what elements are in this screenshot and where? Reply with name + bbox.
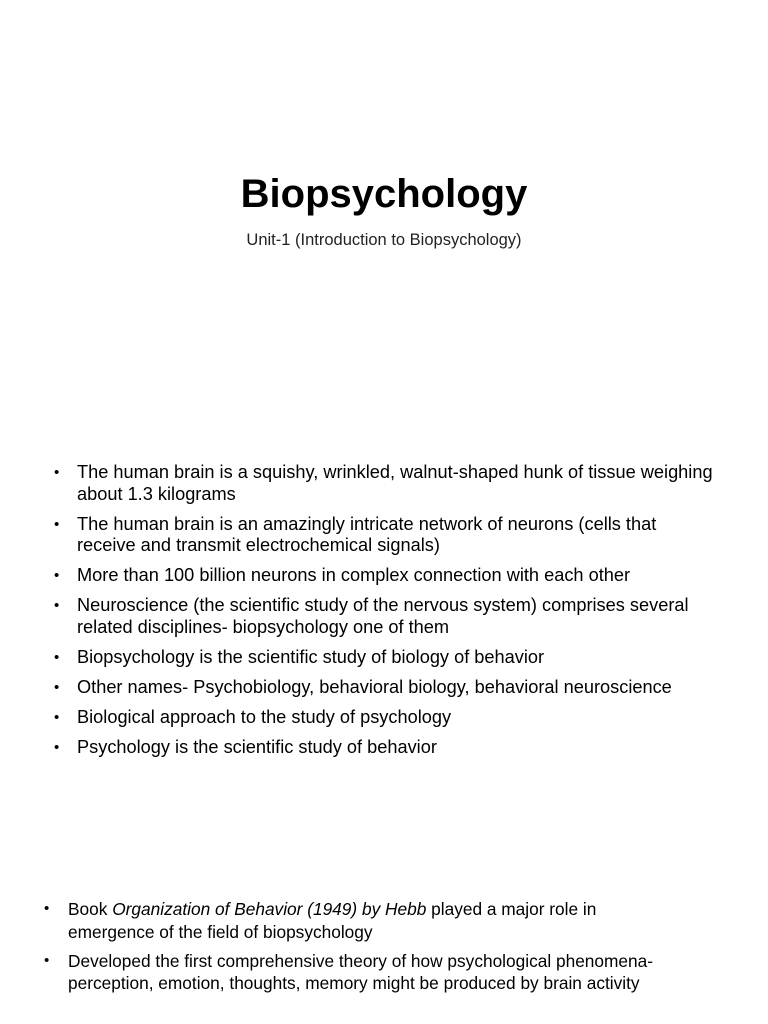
list-item-text: Biological approach to the study of psychology xyxy=(77,706,452,727)
list-item-text: The human brain is an amazingly intricate network of neurons (cells that receive and transmit electrochemical signals) xyxy=(77,513,657,555)
list-item-text: Psychology is the scientific study of behavior xyxy=(77,736,437,757)
list-item-text: More than 100 billion neurons in complex connection with each other xyxy=(77,565,631,585)
list-item xyxy=(54,565,714,587)
list-item xyxy=(54,707,714,729)
list-item xyxy=(54,595,714,638)
bullet-icon: • xyxy=(54,708,60,726)
list-item xyxy=(44,898,684,943)
list-item-text: The human brain is a squishy, wrinkled, walnut-shaped hunk of tissue weighing about 1.3 kilograms xyxy=(77,462,713,504)
list-item-text-suffix: played a major role in emergence of the field of biopsychology xyxy=(68,899,597,942)
list-item-text: Biopsychology is the scientific study of biology of behavior xyxy=(77,646,545,667)
title-slide xyxy=(0,0,768,430)
intro-slide xyxy=(0,430,768,860)
list-item xyxy=(54,647,714,669)
bullet-icon: • xyxy=(54,464,60,481)
bullet-icon: • xyxy=(54,597,60,614)
hebb-bullet-list xyxy=(44,898,684,1001)
bullet-icon: • xyxy=(44,900,50,917)
list-item xyxy=(54,462,714,505)
bullet-icon: • xyxy=(54,648,60,666)
list-item-text: Neuroscience (the scientific study of the nervous system) comprises several related disciplines- biopsychology one of them xyxy=(77,595,689,637)
list-item-text: Other names- Psychobiology, behavioral biology, behavioral neuroscience xyxy=(77,676,672,697)
intro-bullet-list xyxy=(54,462,714,767)
hebb-slide xyxy=(0,860,768,1024)
list-item xyxy=(54,737,714,759)
list-item xyxy=(44,950,684,995)
bullet-icon: • xyxy=(44,951,50,969)
book-title: Organization of Behavior (1949) by Hebb xyxy=(112,899,427,919)
page-subtitle: Unit-1 (Introduction to Biopsychology) xyxy=(246,231,522,249)
bullet-icon: • xyxy=(54,515,60,533)
bullet-icon: • xyxy=(54,738,60,756)
page-title: Biopsychology xyxy=(240,172,528,216)
bullet-icon: • xyxy=(54,567,60,584)
list-item xyxy=(54,514,714,557)
list-item-text-prefix: Book xyxy=(68,899,113,919)
bullet-icon: • xyxy=(54,678,60,696)
list-item xyxy=(54,677,714,699)
list-item-text: Developed the first comprehensive theory of how psychological phenomena- perception, emotion, thoughts, memory might be produced by brain activity xyxy=(68,950,654,993)
